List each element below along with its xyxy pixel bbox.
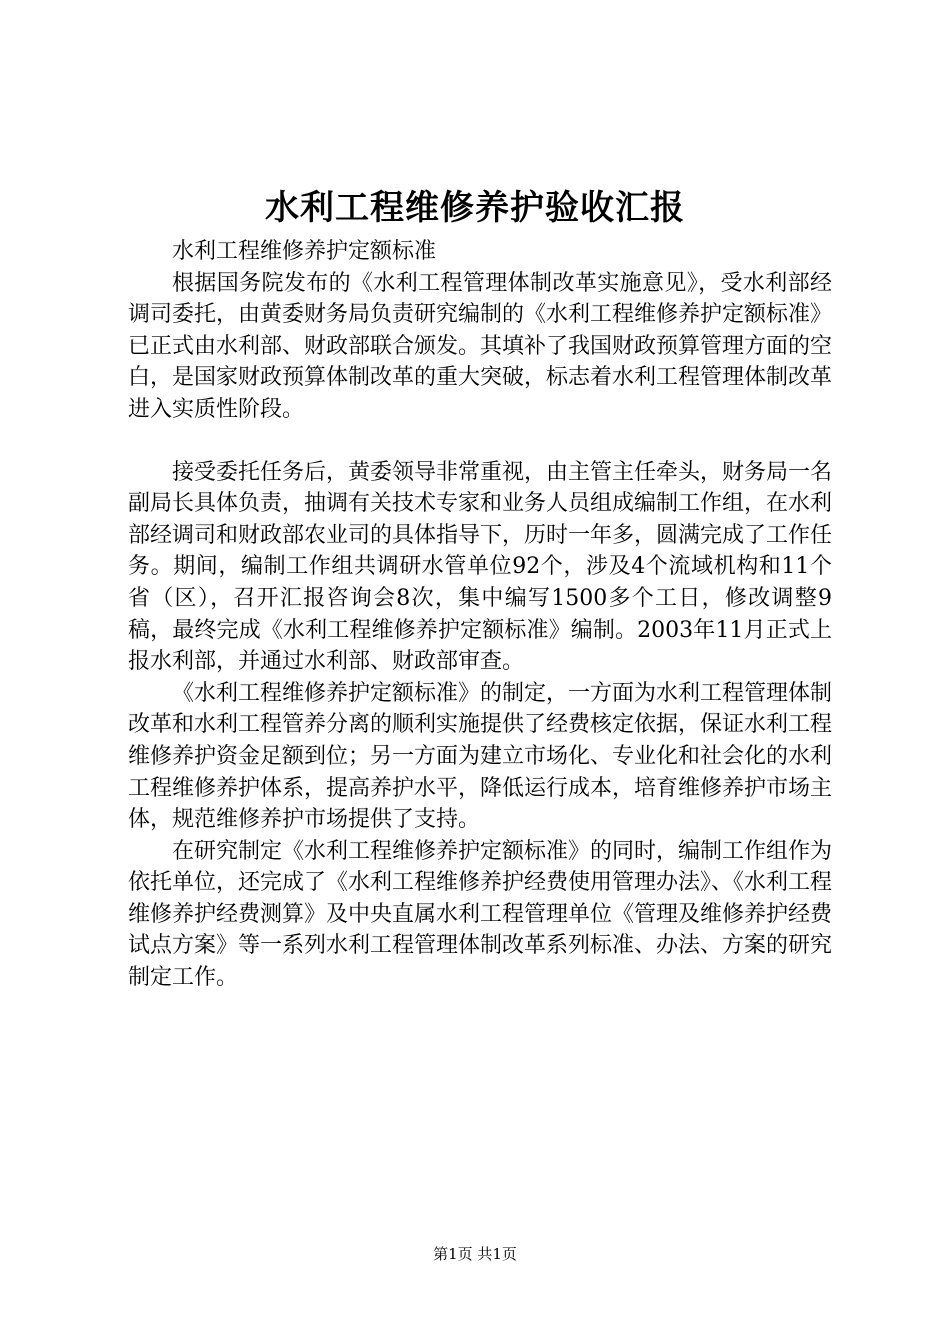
paragraph-4: 在研究制定《水利工程维修养护定额标准》的同时，编制工作组作为依托单位，还完成了《水利工程维修养护经费使用管理办法》、《水利工程维修养护经费测算》及中央直属水利工程管理单位《管理及维修养护经费试点方案》等一系列水利工程管理体制改革系列标准、办法、方案的研究制定工作。: [128, 838, 833, 991]
subtitle-line: 水利工程维修养护定额标准: [172, 239, 437, 264]
page-footer: 第1页 共1页: [433, 1245, 517, 1263]
paragraph-3: 《水利工程维修养护定额标准》的制定，一方面为水利工程管理体制改革和水利工程管养分离的顺利实施提供了经费核定依据，保证水利工程维修养护资金足额到位；另一方面为建立市场化、专业化和社会化的水利工程维修养护体系，提高养护水平，降低运行成本，培育维修养护市场主体，规范维修养护市场提供了支持。: [128, 680, 833, 833]
document-body: [128, 236, 832, 994]
page-title: 水利工程维修养护验收汇报: [265, 188, 685, 228]
paragraph-1: 根据国务院发布的《水利工程管理体制改革实施意见》，受水利部经调司委托，由黄委财务局负责研究编制的《水利工程维修养护定额标准》已正式由水利部、财政部联合颁发。其填补了我国财政预算管理方面的空白，是国家财政预算体制改革的重大突破，标志着水利工程管理体制改革进入实质性阶段。: [128, 270, 833, 422]
paragraph-2: 接受委托任务后，黄委领导非常重视，由主管主任牵头，财务局一名副局长具体负责，抽调有关技术专家和业务人员组成编制工作组，在水利部经调司和财政部农业司的具体指导下，历时一年多，圆满完成了工作任务。期间，编制工作组共调研水管单位92个，涉及4个流域机构和11个省（区），召开汇报咨询会8次，集中编写1500多个工日，修改调整9稿，最终完成《水利工程维修养护定额标准》编制。2003年11月正式上报水利部，并通过水利部、财政部审查。: [128, 459, 833, 675]
